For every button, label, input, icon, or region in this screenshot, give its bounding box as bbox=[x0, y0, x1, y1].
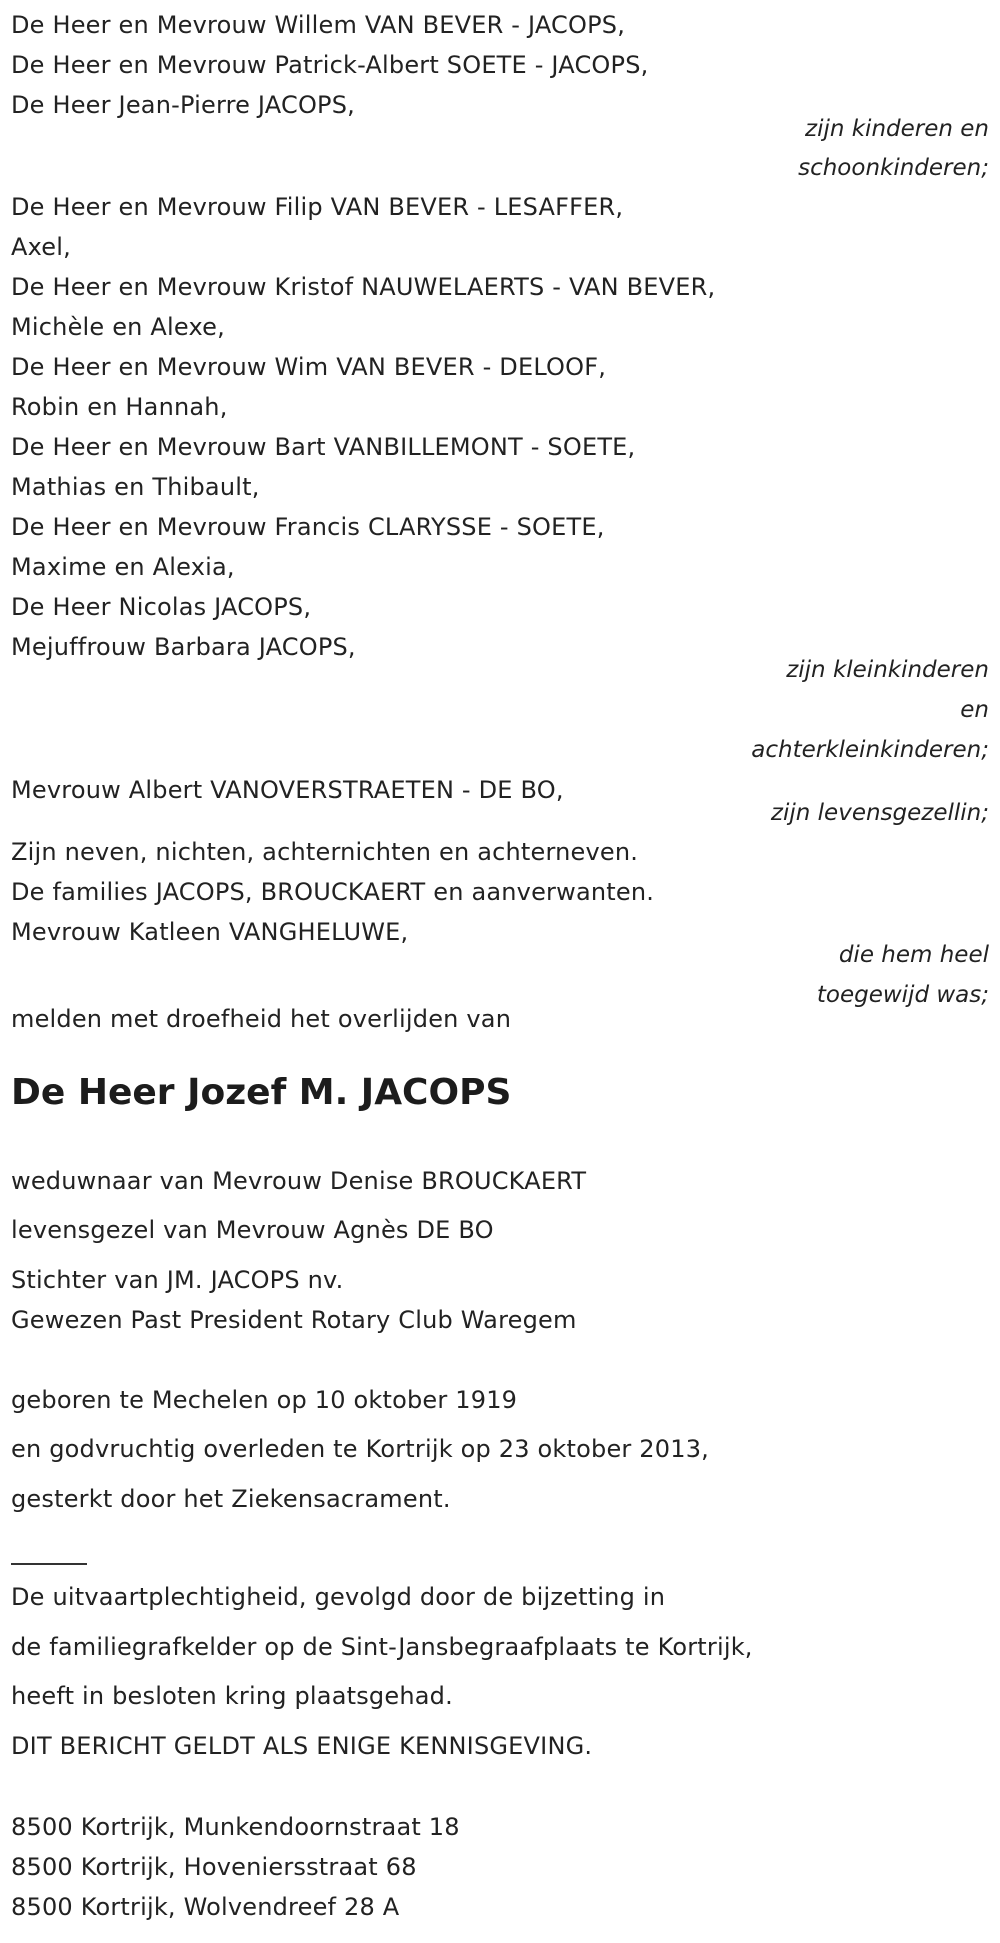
bio-line: Stichter van JM. JACOPS nv. bbox=[11, 1266, 344, 1294]
family-line: Zijn neven, nichten, achternichten en achterneven. bbox=[11, 838, 639, 866]
family-line: De Heer en Mevrouw Bart VANBILLEMONT - SOETE, bbox=[11, 433, 636, 461]
family-line: De families JACOPS, BROUCKAERT en aanverwanten. bbox=[11, 878, 655, 906]
announce-line: melden met droefheid het overlijden van bbox=[11, 1005, 512, 1033]
role-label: achterkleinkinderen; bbox=[751, 737, 989, 763]
address-line: 8500 Kortrijk, Wolvendreef 28 A bbox=[11, 1893, 400, 1921]
family-line: De Heer en Mevrouw Wim VAN BEVER - DELOOF, bbox=[11, 353, 607, 381]
role-label: en bbox=[960, 697, 989, 723]
family-line: De Heer en Mevrouw Francis CLARYSSE - SOETE, bbox=[11, 513, 605, 541]
bio-line: levensgezel van Mevrouw Agnès DE BO bbox=[11, 1216, 494, 1244]
family-line: De Heer en Mevrouw Kristof NAUWELAERTS - VAN BEVER, bbox=[11, 273, 716, 301]
family-line: Axel, bbox=[11, 233, 71, 261]
role-label: zijn levensgezellin; bbox=[770, 800, 989, 826]
funeral-line: De uitvaartplechtigheid, gevolgd door de bijzetting in bbox=[11, 1583, 666, 1611]
life-line: geboren te Mechelen op 10 oktober 1919 bbox=[11, 1386, 518, 1414]
deceased-name: De Heer Jozef M. JACOPS bbox=[11, 1072, 512, 1113]
role-label: zijn kleinkinderen bbox=[786, 657, 989, 683]
funeral-line: de familiegrafkelder op de Sint-Jansbegraafplaats te Kortrijk, bbox=[11, 1633, 753, 1661]
family-line: Mejuffrouw Barbara JACOPS, bbox=[11, 633, 356, 661]
address-line: 8500 Kortrijk, Hoveniersstraat 68 bbox=[11, 1853, 417, 1881]
role-label: schoonkinderen; bbox=[798, 155, 989, 181]
separator-rule bbox=[11, 1563, 87, 1565]
address-line: 8500 Kortrijk, Munkendoornstraat 18 bbox=[11, 1813, 460, 1841]
family-line: De Heer Jean-Pierre JACOPS, bbox=[11, 91, 355, 119]
bio-line: Gewezen Past President Rotary Club Waregem bbox=[11, 1306, 577, 1334]
family-line: De Heer Nicolas JACOPS, bbox=[11, 593, 312, 621]
family-line: De Heer en Mevrouw Patrick-Albert SOETE - JACOPS, bbox=[11, 51, 649, 79]
family-line: Maxime en Alexia, bbox=[11, 553, 235, 581]
bio-line: weduwnaar van Mevrouw Denise BROUCKAERT bbox=[11, 1167, 587, 1195]
funeral-line: DIT BERICHT GELDT ALS ENIGE KENNISGEVING. bbox=[11, 1732, 593, 1760]
role-label: toegewijd was; bbox=[816, 982, 989, 1008]
family-line: De Heer en Mevrouw Filip VAN BEVER - LESAFFER, bbox=[11, 193, 624, 221]
life-line: en godvruchtig overleden te Kortrijk op 23 oktober 2013, bbox=[11, 1435, 710, 1463]
family-line: Michèle en Alexe, bbox=[11, 313, 225, 341]
family-line: Robin en Hannah, bbox=[11, 393, 228, 421]
role-label: zijn kinderen en bbox=[805, 116, 989, 142]
family-line: De Heer en Mevrouw Willem VAN BEVER - JACOPS, bbox=[11, 11, 626, 39]
partner-line: Mevrouw Albert VANOVERSTRAETEN - DE BO, bbox=[11, 776, 564, 804]
family-line: Mevrouw Katleen VANGHELUWE, bbox=[11, 918, 409, 946]
role-label: die hem heel bbox=[838, 942, 989, 968]
family-line: Mathias en Thibault, bbox=[11, 473, 260, 501]
life-line: gesterkt door het Ziekensacrament. bbox=[11, 1485, 451, 1513]
funeral-line: heeft in besloten kring plaatsgehad. bbox=[11, 1682, 453, 1710]
